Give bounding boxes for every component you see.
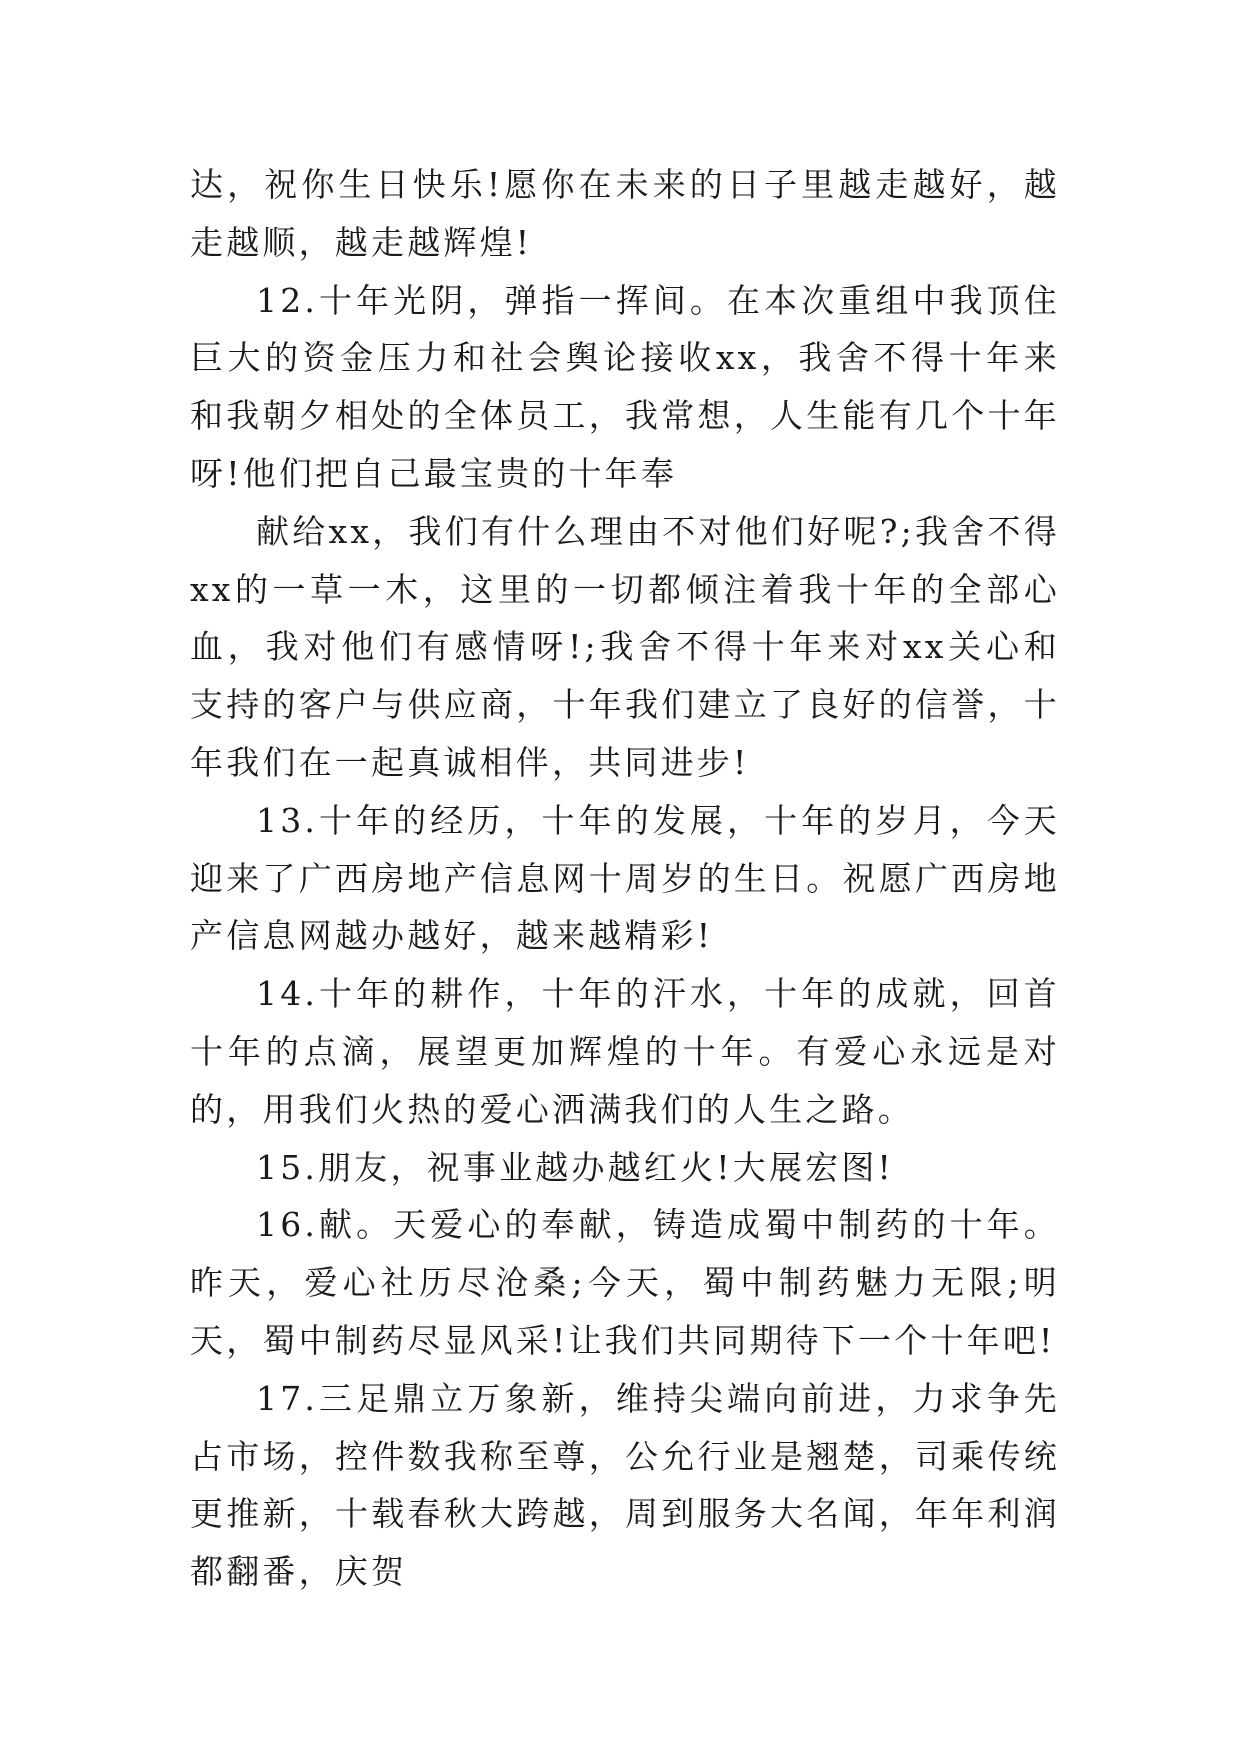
paragraph-item-17: 17.三足鼎立万象新，维持尖端向前进，力求争先占市场，控件数我称至尊，公允行业是翘楚，司乘传统更推新，十载春秋大跨越，周到服务大名闻，年年利润都翻番，庆贺 (190, 1378, 1060, 1592)
paragraph-item-14: 14.十年的耕作，十年的汗水，十年的成就，回首十年的点滴，展望更加辉煌的十年。有爱心永远是对的，用我们火热的爱心洒满我们的人生之路。 (190, 974, 1060, 1129)
paragraph-item-12: 12.十年光阴，弹指一挥间。在本次重组中我顶住巨大的资金压力和社会舆论接收xx，我舍不得十年来和我朝夕相处的全体员工，我常想，人生能有几个十年呀!他们把自己最宝贵的十年奉 (190, 280, 1060, 493)
paragraph-item-13: 13.十年的经历，十年的发展，十年的岁月，今天迎来了广西房地产信息网十周岁的生日。祝愿广西房地产信息网越办越好，越来越精彩! (190, 800, 1060, 956)
paragraph-continuation: 达，祝你生日快乐!愿你在未来的日子里越走越好，越走越顺，越走越辉煌! (190, 165, 1060, 262)
paragraph-item-15: 15.朋友，祝事业越办越红火!大展宏图! (256, 1147, 895, 1187)
paragraph-item-16: 16.献。天爱心的奉献，铸造成蜀中制药的十年。昨天，爱心社历尽沧桑;今天，蜀中制药魅力无限;明天，蜀中制药尽显风采!让我们共同期待下一个十年吧! (190, 1205, 1060, 1360)
paragraph-item-12-continued: 献给xx，我们有什么理由不对他们好呢?;我舍不得xx的一草一木，这里的一切都倾注着我十年的全部心血，我对他们有感情呀!;我舍不得十年来对xx关心和支持的客户与供应商，十年我们建立了良好的信誉，十年我们在一起真诚相伴，共同进步! (190, 511, 1060, 782)
document-body (190, 156, 1060, 1601)
